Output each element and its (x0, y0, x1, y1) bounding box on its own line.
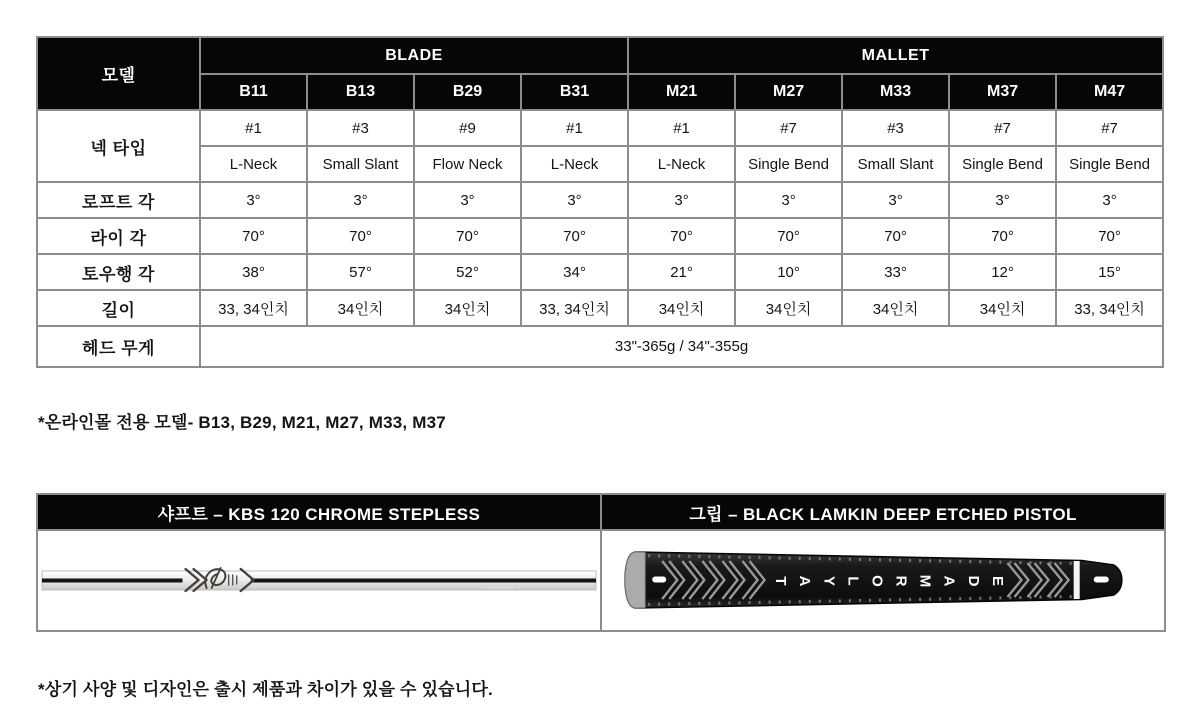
neck-name-cell: L-Neck (521, 146, 628, 182)
toe-hang-cell: 52° (414, 254, 521, 290)
loft-cell: 3° (521, 182, 628, 218)
loft-cell: 3° (414, 182, 521, 218)
grip-ring (1074, 561, 1080, 599)
model-header-b13: B13 (307, 74, 414, 110)
toe-hang-cell: 34° (521, 254, 628, 290)
lie-cell: 70° (521, 218, 628, 254)
corner-cell-model: 모델 (37, 37, 200, 110)
loft-cell: 3° (1056, 182, 1163, 218)
length-cell: 34인치 (842, 290, 949, 326)
online-exclusive-note: *온라인몰 전용 모델- B13, B29, M21, M27, M33, M37 (38, 413, 446, 432)
toe-hang-cell: 38° (200, 254, 307, 290)
toe-hang-cell: 10° (735, 254, 842, 290)
loft-cell: 3° (949, 182, 1056, 218)
lie-cell: 70° (1056, 218, 1163, 254)
row-label-lie: 라이 각 (37, 218, 200, 254)
length-cell: 34인치 (307, 290, 414, 326)
shaft-stripe-left (42, 579, 183, 583)
group-header-blade: BLADE (200, 37, 628, 74)
neck-number-cell: #1 (521, 110, 628, 146)
lie-cell: 70° (200, 218, 307, 254)
toe-hang-cell: 15° (1056, 254, 1163, 290)
neck-name-cell: Small Slant (307, 146, 414, 182)
loft-cell: 3° (628, 182, 735, 218)
shaft-image-cell (37, 530, 601, 631)
model-header-m21: M21 (628, 74, 735, 110)
lie-cell: 70° (735, 218, 842, 254)
loft-cell: 3° (735, 182, 842, 218)
taylormade-grip-graphic (602, 531, 1164, 630)
svg-text:A: A (940, 575, 958, 587)
model-header-m47: M47 (1056, 74, 1163, 110)
neck-number-cell: #7 (949, 110, 1056, 146)
grip-butt-dash (652, 577, 666, 583)
neck-name-cell: L-Neck (200, 146, 307, 182)
model-header-m27: M27 (735, 74, 842, 110)
kbs-shaft-graphic (38, 531, 600, 630)
shaft-stripe-right (251, 579, 596, 583)
loft-cell: 3° (307, 182, 414, 218)
head-weight-cell: 33"-365g / 34"-355g (200, 326, 1163, 367)
shaft-section-header: 샤프트 – KBS 120 CHROME STEPLESS (37, 494, 601, 530)
toe-hang-cell: 33° (842, 254, 949, 290)
svg-text:L: L (844, 576, 862, 586)
lie-cell: 70° (628, 218, 735, 254)
length-cell: 34인치 (628, 290, 735, 326)
putter-spec-table (36, 36, 1164, 368)
length-cell: 33, 34인치 (521, 290, 628, 326)
model-header-b11: B11 (200, 74, 307, 110)
grip-tip-dash (1094, 577, 1109, 583)
lie-cell: 70° (307, 218, 414, 254)
shaft-grip-table (36, 493, 1166, 632)
lie-cell: 70° (842, 218, 949, 254)
svg-text:A: A (796, 575, 814, 587)
neck-number-cell: #3 (842, 110, 949, 146)
model-header-m33: M33 (842, 74, 949, 110)
model-header-b31: B31 (521, 74, 628, 110)
lie-cell: 70° (414, 218, 521, 254)
loft-cell: 3° (842, 182, 949, 218)
neck-name-cell: Single Bend (735, 146, 842, 182)
lie-cell: 70° (949, 218, 1056, 254)
loft-cell: 3° (200, 182, 307, 218)
svg-text:M: M (916, 574, 934, 588)
svg-text:E: E (988, 576, 1006, 586)
grip-image-cell (601, 530, 1165, 631)
neck-name-cell: Single Bend (1056, 146, 1163, 182)
row-label-length: 길이 (37, 290, 200, 326)
row-label-head-weight: 헤드 무게 (37, 326, 200, 367)
svg-text:R: R (892, 575, 910, 587)
toe-hang-cell: 12° (949, 254, 1056, 290)
neck-number-cell: #1 (200, 110, 307, 146)
neck-number-cell: #7 (1056, 110, 1163, 146)
length-cell: 34인치 (414, 290, 521, 326)
svg-text:O: O (868, 575, 886, 587)
svg-text:D: D (964, 575, 982, 587)
neck-name-cell: Small Slant (842, 146, 949, 182)
neck-name-cell: L-Neck (628, 146, 735, 182)
neck-name-cell: Single Bend (949, 146, 1056, 182)
model-header-b29: B29 (414, 74, 521, 110)
toe-hang-cell: 21° (628, 254, 735, 290)
row-label-neck-type: 넥 타입 (37, 110, 200, 182)
grip-cap (625, 552, 645, 608)
disclaimer-note: *상기 사양 및 디자인은 출시 제품과 차이가 있을 수 있습니다. (38, 680, 493, 699)
length-cell: 33, 34인치 (1056, 290, 1163, 326)
toe-hang-cell: 57° (307, 254, 414, 290)
grip-section-header: 그립 – BLACK LAMKIN DEEP ETCHED PISTOL (601, 494, 1165, 530)
group-header-mallet: MALLET (628, 37, 1163, 74)
length-cell: 34인치 (949, 290, 1056, 326)
model-header-m37: M37 (949, 74, 1056, 110)
neck-number-cell: #9 (414, 110, 521, 146)
neck-number-cell: #3 (307, 110, 414, 146)
length-cell: 34인치 (735, 290, 842, 326)
neck-name-cell: Flow Neck (414, 146, 521, 182)
neck-number-cell: #7 (735, 110, 842, 146)
row-label-loft: 로프트 각 (37, 182, 200, 218)
svg-text:Y: Y (820, 576, 838, 586)
length-cell: 33, 34인치 (200, 290, 307, 326)
neck-number-cell: #1 (628, 110, 735, 146)
row-label-toe-hang: 토우행 각 (37, 254, 200, 290)
svg-text:T: T (772, 576, 790, 586)
